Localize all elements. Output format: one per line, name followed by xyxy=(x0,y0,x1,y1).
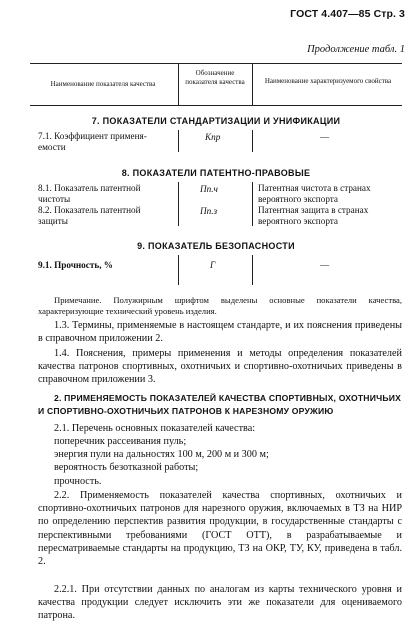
row-8-2-name-line2: защиты xyxy=(38,215,68,226)
row-7-1-symbol: Kпр xyxy=(205,132,221,142)
column-header-symbol: Обозначение показателя качества xyxy=(185,69,245,86)
paragraph-2-2: 2.2. Применяемость показателей качества спортивных, охотничьих и спортивно-охотничьих патронов для нарезного оружия, включаемых в ТЗ на НИР по определению перспектив развития продукции, в государственные стандарты с перспективными требованиями (ГОСТ ОТТ), в разрабатываемые и пересматриваемые стандарты на продукцию, ТЗ на ОКР, ТУ, КУ, приведена в табл. 2. xyxy=(38,490,402,568)
paragraph-2-2-1: 2.2.1. При отсутствии данных по аналогам из карты технического уровня и качества продукции следует исключить эти же показатели для оцениваемого патрона. xyxy=(38,584,402,622)
section-2-title: 2. ПРИМЕНЯЕМОСТЬ ПОКАЗАТЕЛЕЙ КАЧЕСТВА СПОРТИВНЫХ, ОХОТНИЧЬИХ И СПОРТИВНО-ОХОТНИЧЬИХ ПАТРОНОВ К НАРЕЗНОМУ ОРУЖИЮ xyxy=(38,393,402,416)
row-9-1-property: — xyxy=(320,260,330,270)
column-header-name: Наименование показателя качества xyxy=(50,80,156,88)
row-8-divider-2 xyxy=(252,182,253,226)
column-header-property: Наименование характеризуемого свойства xyxy=(264,77,392,85)
indicator-list xyxy=(38,435,402,488)
row-9-1-divider-2 xyxy=(252,255,253,285)
paragraph-1-3: 1.3. Термины, применяемые в настоящем стандарте, и их пояснения приведены в справочном приложении 2. xyxy=(38,320,402,345)
row-9-1-symbol: Г xyxy=(210,260,216,270)
row-8-1-property-line2: вероятного экспорта xyxy=(258,193,338,204)
section-title-safety: 9. ПОКАЗАТЕЛЬ БЕЗОПАСНОСТИ xyxy=(137,241,295,251)
table-continuation-label: Продолжение табл. 1 xyxy=(307,44,405,55)
row-7-1-divider-2 xyxy=(252,130,253,152)
column-divider-1 xyxy=(178,63,179,105)
row-8-1-property-line1: Патентная чистота в странах xyxy=(258,183,371,193)
row-7-1-property: — xyxy=(320,132,330,142)
table-top-rule xyxy=(30,63,402,64)
list-item: поперечник рассеивания пуль; xyxy=(54,436,187,447)
row-8-2-name-line1: 8.2. Показатель патентной xyxy=(38,205,141,215)
paragraph-1-4: 1.4. Пояснения, примеры применения и методы определения показателей качества патронов спортивных, охотничьих и спортивно-охотничьих приведены в справочном приложении 3. xyxy=(38,348,402,386)
row-8-2-symbol: Пп.з xyxy=(200,206,218,216)
list-item: вероятность безотказной работы; xyxy=(54,462,199,474)
row-8-1-name-line1: 8.1. Показатель патентной xyxy=(38,183,141,193)
table-note: Примечание. Полужирным шрифтом выделены основные показатели качества, характеризующие технический уровень изделия. xyxy=(38,295,402,316)
row-8-1-name xyxy=(38,183,172,204)
table-header-rule xyxy=(30,105,402,106)
page-header: ГОСТ 4.407—85 Стр. 3 xyxy=(290,8,405,20)
row-7-1-name-line1: 7.1. Коэффициент применя- xyxy=(38,131,147,141)
section-title-patent: 8. ПОКАЗАТЕЛИ ПАТЕНТНО-ПРАВОВЫЕ xyxy=(121,168,311,178)
row-7-1-divider-1 xyxy=(178,130,179,152)
row-8-divider-1 xyxy=(178,182,179,226)
row-9-1-divider-1 xyxy=(178,255,179,285)
row-8-2-name xyxy=(38,205,172,226)
row-8-1-property xyxy=(258,183,402,204)
row-8-1-name-line2: чистоты xyxy=(38,193,71,204)
row-8-2-property-line1: Патентная защита в странах xyxy=(258,205,369,215)
row-7-1-name-line2: емости xyxy=(38,141,66,152)
section-title-standardization: 7. ПОКАЗАТЕЛИ СТАНДАРТИЗАЦИИ И УНИФИКАЦИИ xyxy=(91,116,341,126)
row-9-1-name: 9.1. Прочность, % xyxy=(38,260,113,270)
row-7-1-name xyxy=(38,131,168,152)
row-8-2-property xyxy=(258,205,402,226)
list-item: прочность. xyxy=(54,475,102,487)
row-8-2-property-line2: вероятного экспорта xyxy=(258,215,338,226)
row-8-1-symbol: Пп.ч xyxy=(200,184,218,194)
column-divider-2 xyxy=(252,63,253,105)
list-item: энергия пули на дальностях 100 м, 200 м и 300 м; xyxy=(54,449,269,461)
paragraph-2-1: 2.1. Перечень основных показателей качества: xyxy=(54,423,256,434)
